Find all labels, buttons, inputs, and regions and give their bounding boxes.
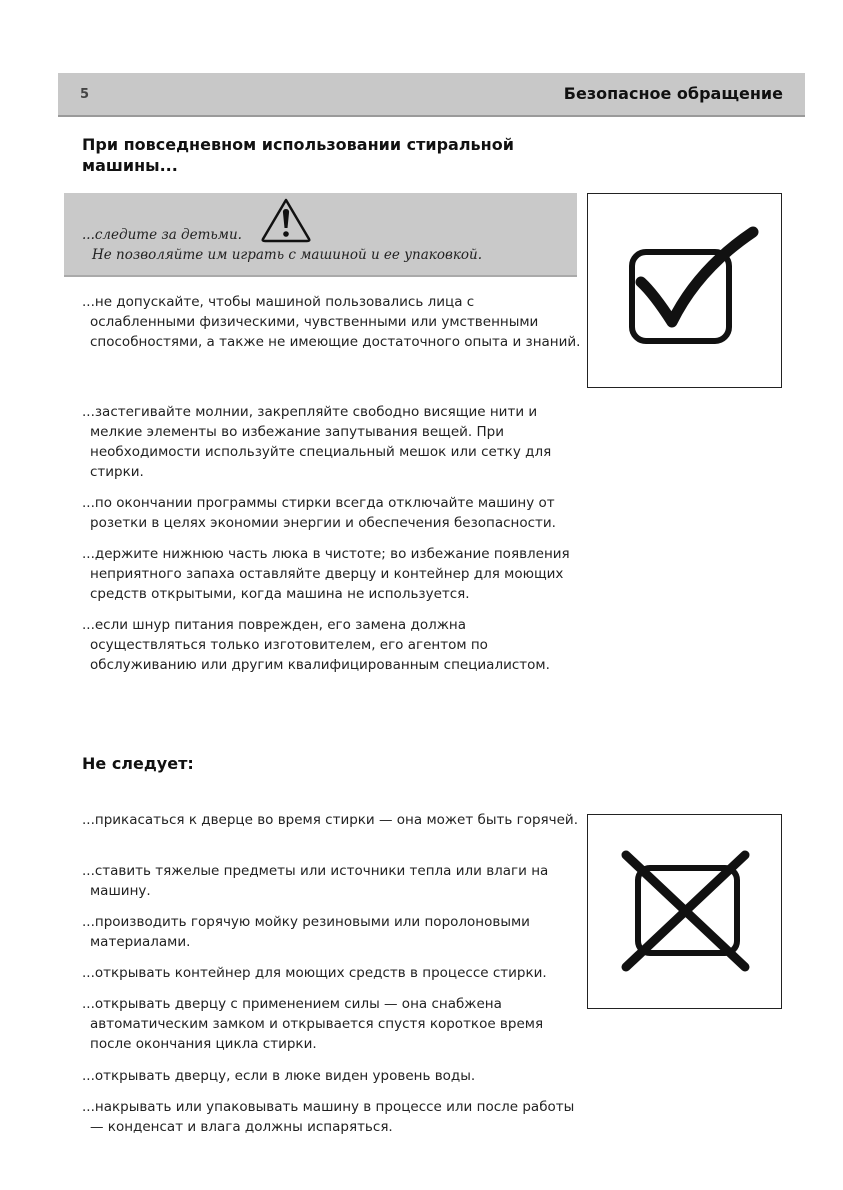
page-header (58, 73, 805, 117)
list-item: ...держите нижнюю часть люка в чистоте; во избежание появления неприятного запаха оставляйте дверцу и контейнер для моющих средств открытыми, когда машина не используется. (82, 546, 570, 602)
list-item: ...накрывать или упаковывать машину в процессе или после работы — конденсат и влага должны испаряться. (82, 1099, 575, 1135)
list-item: ...по окончании программы стирки всегда отключайте машину от розетки в целях экономии энергии и обеспечения безопасности. (82, 495, 556, 531)
section-title-dont: Не следует: (82, 754, 194, 773)
checkmark-box-icon (587, 193, 782, 388)
section-title-daily-use: При повседневном использовании стиральной машины... (82, 135, 514, 175)
list-item: ...ставить тяжелые предметы или источники тепла или влаги на машину. (82, 863, 549, 899)
list-item: ...открывать дверцу с применением силы — она снабжена автоматическим замком и открывается спустя короткое время после окончания цикла стирки. (82, 996, 544, 1052)
list-item: ...застегивайте молнии, закрепляйте свободно висящие нити и мелкие элементы во избежание запутывания вещей. При необходимости используйте специальный мешок или сетку для стирки. (82, 404, 552, 480)
list-item: ...производить горячую мойку резиновыми или поролоновыми материалами. (82, 914, 530, 950)
page-number: 5 (80, 87, 90, 102)
list-item: ...открывать дверцу, если в люке виден уровень воды. (82, 1068, 476, 1084)
list-item: ...прикасаться к дверце во время стирки — она может быть горячей. (82, 812, 578, 828)
list-item: ...если шнур питания поврежден, его замена должна осуществляться только изготовителем, его агентом по обслуживанию или другим квалифицированным специалистом. (82, 617, 550, 673)
warning-line-1: ...следите за детьми. (82, 227, 242, 243)
header-title: Безопасное обращение (563, 84, 783, 103)
crossed-box-icon (587, 814, 782, 1009)
list-item: ...не допускайте, чтобы машиной пользовались лица с ослабленными физическими, чувственными или умственными способностями, а также не имеющие достаточного опыта и знаний. (82, 294, 581, 350)
warning-line-2: Не позволяйте им играть с машиной и ее упаковкой. (92, 247, 482, 263)
list-item: ...открывать контейнер для моющих средств в процессе стирки. (82, 965, 547, 981)
warning-box (64, 193, 577, 277)
warning-triangle-icon (260, 197, 312, 243)
